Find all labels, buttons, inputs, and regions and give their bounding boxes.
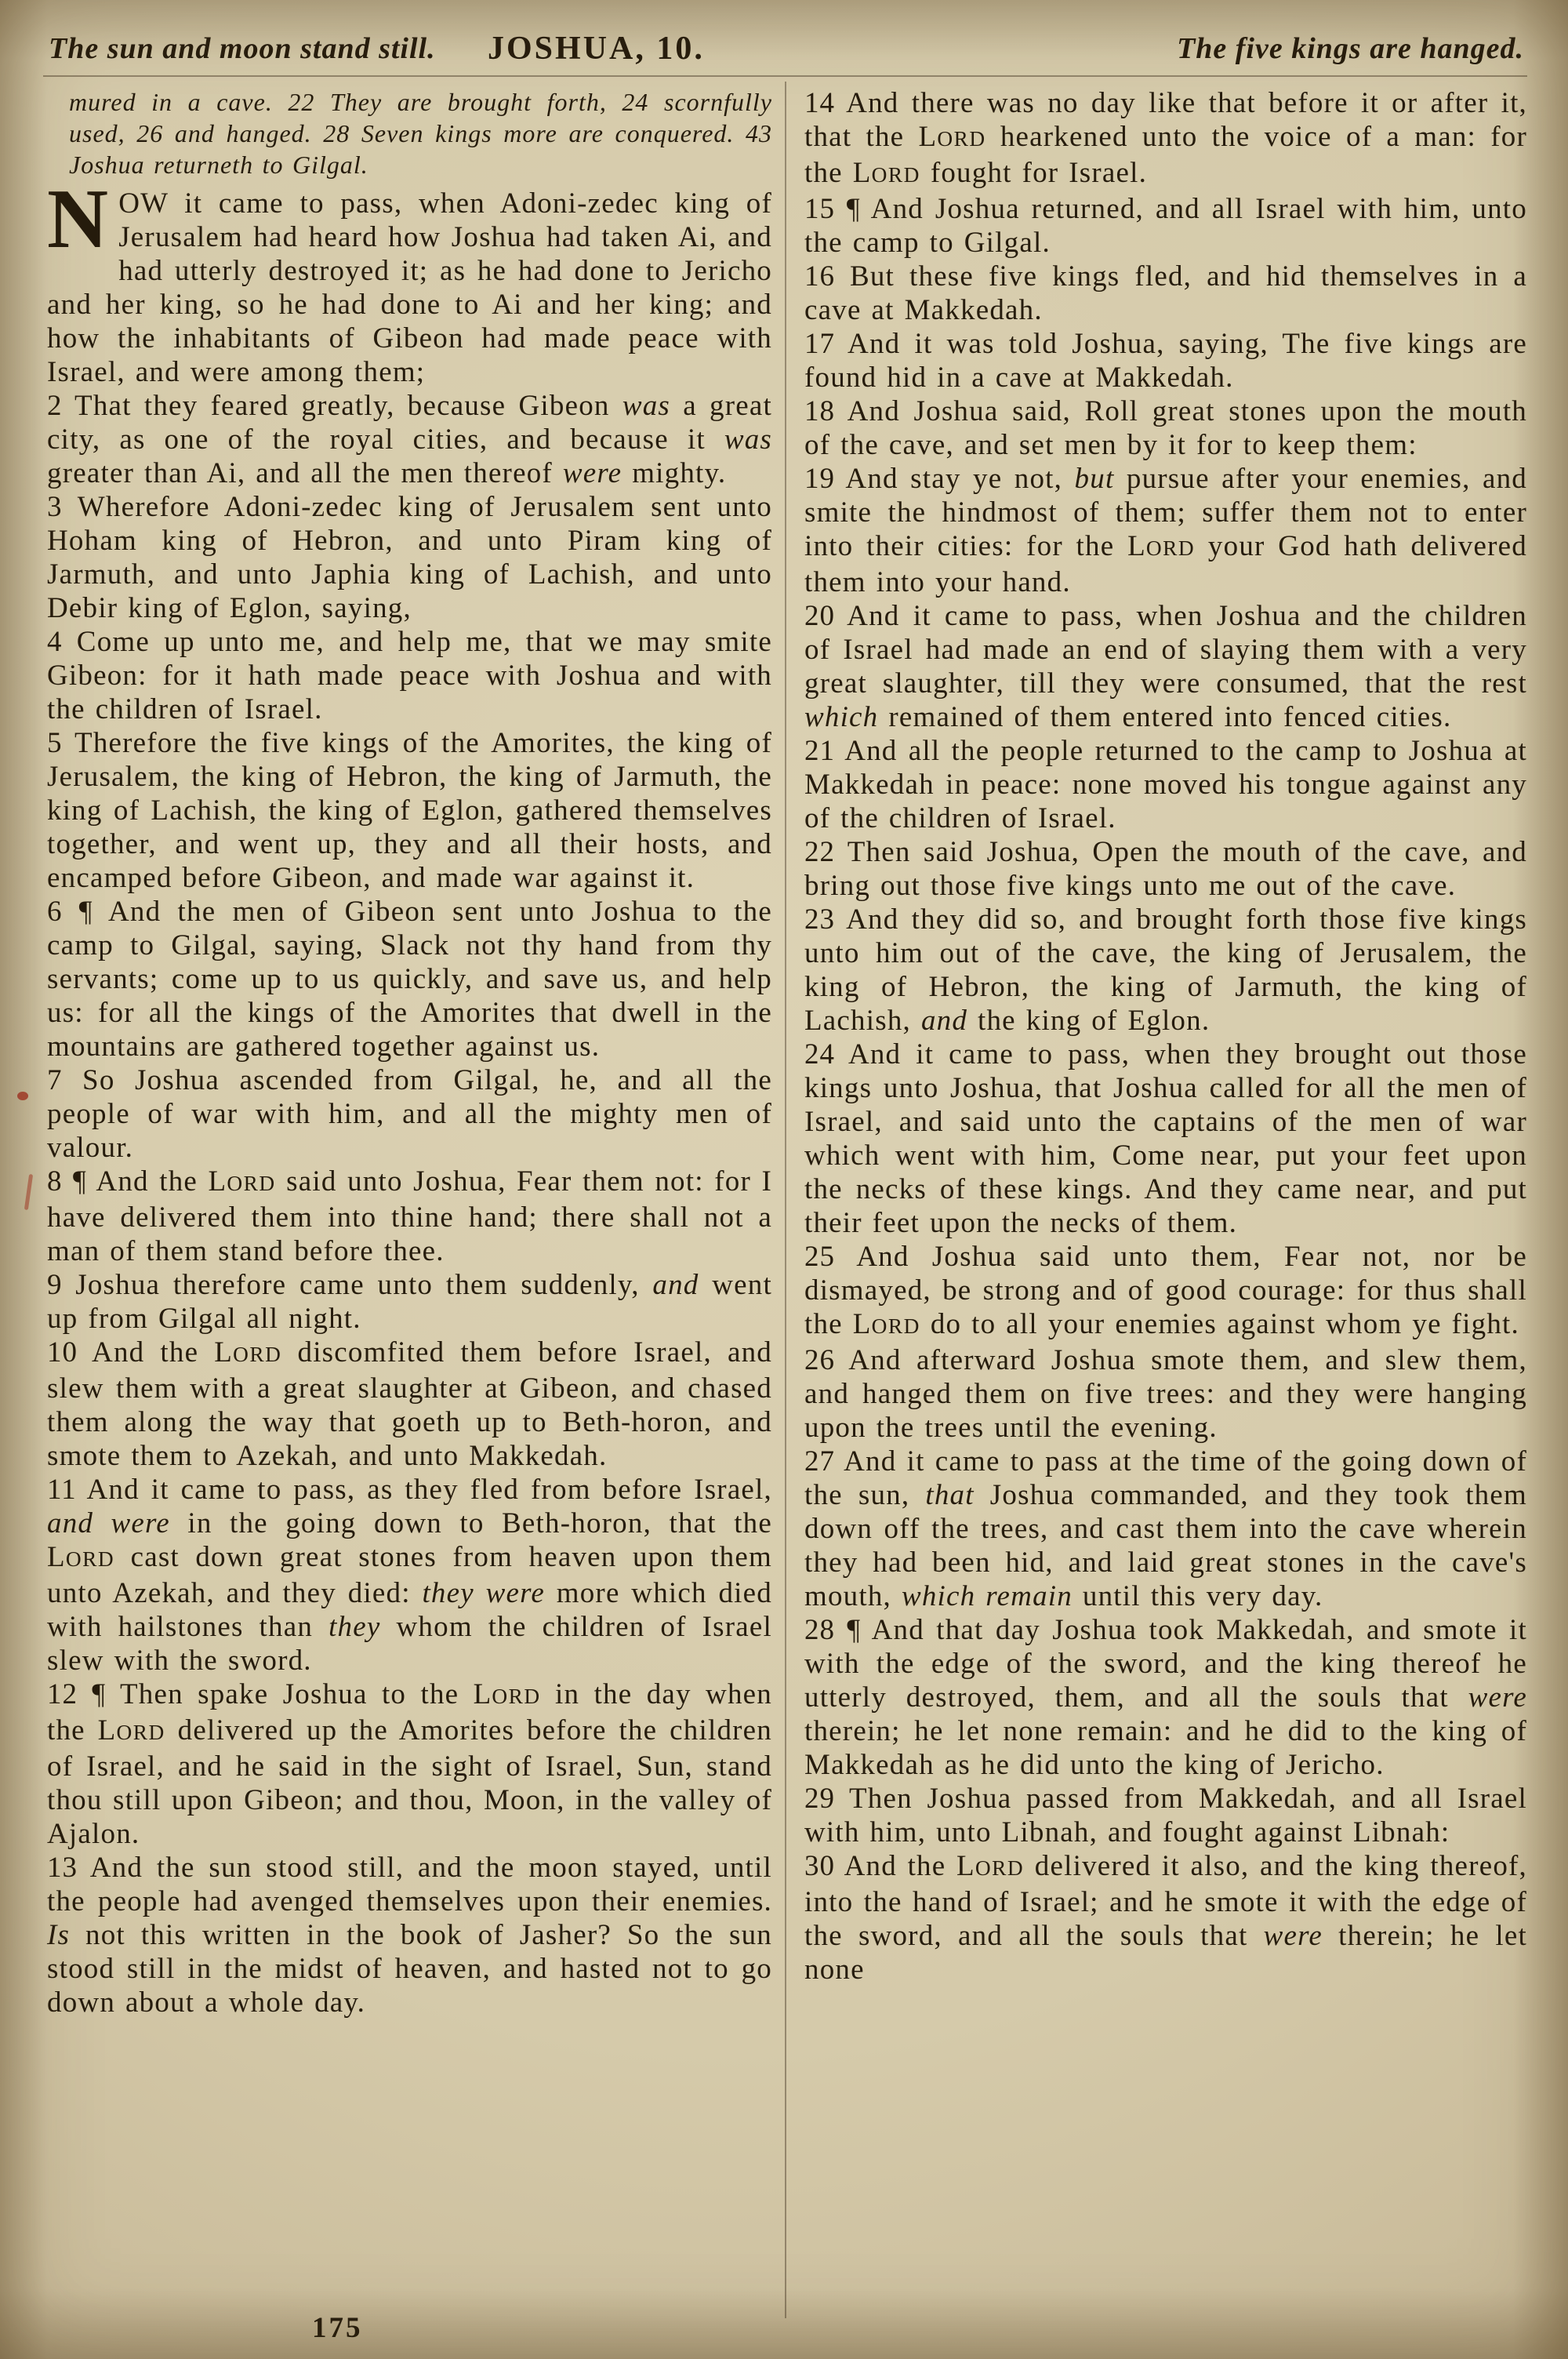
verse-number: 11	[47, 1474, 77, 1506]
running-head-title: JOSHUA, 10.	[488, 31, 705, 67]
verse-number: 19	[804, 463, 835, 495]
verse-number: 5	[47, 727, 63, 759]
verse-number: 26	[804, 1344, 835, 1376]
verse-10: 10 And the LORD discomfited them before Israel, and slew them with a great slaughter at Gibeon, and chased them along the way that goeth up to Beth-horon, and smote them to Azekah, and unto Makkedah.	[47, 1336, 772, 1472]
verse-1: NOW it came to pass, when Adoni-zedec king of Jerusalem had heard how Joshua had taken Ai, and had utterly destroyed it; as he had done to Jericho and her king, so he had done to Ai and her king; and how the inhabitants of Gibeon had made peace with Israel, and were among them;	[47, 173, 772, 388]
verse-24: 24 And it came to pass, when they brought out those kings unto Joshua, that Joshua called for all the men of Israel, and said unto the captains of the men of war which went with him, Come near, put your feet upon the necks of these kings. And they came near, and put their feet upon the necks of them.	[804, 1038, 1527, 1239]
chapter-summary: mured in a cave. 22 They are brought forth, 24 scornfully used, 26 and hanged. 28 Seven kings more are conquered. 43 Joshua returneth to Gilgal.	[69, 88, 772, 179]
verse-number: 13	[47, 1852, 78, 1884]
verse-9: 9 Joshua therefore came unto them suddenly, and went up from Gilgal all night.	[47, 1269, 772, 1335]
verse-15: 15 ¶ And Joshua returned, and all Israel with him, unto the camp to Gilgal.	[804, 193, 1527, 259]
verse-number: 9	[47, 1269, 63, 1301]
red-ink-mark	[24, 1174, 33, 1210]
verse-25: 25 And Joshua said unto them, Fear not, nor be dismayed, be strong and of good courage: for thus shall the LORD do to all your enemies against whom ye fight.	[804, 1241, 1527, 1340]
verse-number: 4	[47, 626, 63, 658]
verse-30: 30 And the LORD delivered it also, and the king thereof, into the hand of Israel; and he smote it with the edge of the sword, and all the souls that were therein; he let none	[804, 1850, 1527, 1986]
verse-28: 28 ¶ And that day Joshua took Makkedah, and smote it with the edge of the sword, and the king thereof he utterly destroyed, them, and all the souls that were therein; he let none remain: and he did to the king of Makkedah as he did unto the king of Jericho.	[804, 1614, 1527, 1781]
verse-number: 23	[804, 903, 835, 936]
verse-12: 12 ¶ Then spake Joshua to the LORD in the day when the LORD delivered up the Amorites before the children of Israel, and he said in the sight of Israel, Sun, stand thou still upon Gibeon; and thou, Moon, in the valley of Ajalon.	[47, 1678, 772, 1850]
red-ink-speck	[17, 1092, 28, 1100]
verse-number: 21	[804, 735, 835, 767]
verse-number: 28	[804, 1614, 835, 1646]
verse-number: 10	[47, 1336, 78, 1369]
verse-number: 18	[804, 395, 835, 427]
drop-cap: N	[47, 173, 110, 266]
verse-number: 27	[804, 1445, 835, 1478]
verse-17: 17 And it was told Joshua, saying, The five kings are found hid in a cave at Makkedah.	[804, 328, 1527, 394]
verse-number: 3	[47, 491, 63, 523]
page-number: 175	[312, 2312, 363, 2344]
verse-number: 17	[804, 328, 835, 360]
column-divider	[785, 82, 786, 2318]
verse-number: 7	[47, 1064, 63, 1096]
verse-19: 19 And stay ye not, but pursue after your enemies, and smite the hindmost of them; suffer them not to enter into their cities: for the LORD your God hath delivered them into your hand.	[804, 463, 1527, 598]
verse-23: 23 And they did so, and brought forth those five kings unto him out of the cave, the king of Jerusalem, the king of Hebron, the king of Jarmuth, the king of Lachish, and the king of Eglon.	[804, 903, 1527, 1037]
verse-7: 7 So Joshua ascended from Gilgal, he, and all the people of war with him, and all the mighty men of valour.	[47, 1064, 772, 1164]
verse-6: 6 ¶ And the men of Gibeon sent unto Joshua to the camp to Gilgal, saying, Slack not thy hand from thy servants; come up to us quickly, and save us, and help us: for all the kings of the Amorites that dwell in the mountains are gathered together against us.	[47, 896, 772, 1063]
verse-26: 26 And afterward Joshua smote them, and slew them, and hanged them on five trees: and they were hanging upon the trees until the evening.	[804, 1344, 1527, 1444]
text-column-right	[804, 86, 1527, 1986]
verse-21: 21 And all the people returned to the camp to Joshua at Makkedah in peace: none moved his tongue against any of the children of Israel.	[804, 735, 1527, 834]
verse-number: 2	[47, 390, 63, 422]
verse-27: 27 And it came to pass at the time of the going down of the sun, that Joshua commanded, and they took them down off the trees, and cast them into the cave wherein they had been hid, and laid great stones in the cave's mouth, which remain until this very day.	[804, 1445, 1527, 1612]
verse-number: 16	[804, 260, 835, 293]
verse-number: 25	[804, 1241, 835, 1273]
verse-number: 30	[804, 1850, 835, 1882]
verse-number: 24	[804, 1038, 835, 1070]
text-column-left	[47, 86, 772, 2019]
verse-number: 14	[804, 87, 835, 119]
verse-4: 4 Come up unto me, and help me, that we may smite Gibeon: for it hath made peace with Joshua and with the children of Israel.	[47, 626, 772, 725]
verse-22: 22 Then said Joshua, Open the mouth of the cave, and bring out those five kings unto me out of the cave.	[804, 836, 1527, 902]
header-rule	[43, 75, 1527, 77]
verse-29: 29 Then Joshua passed from Makkedah, and all Israel with him, unto Libnah, and fought against Libnah:	[804, 1783, 1527, 1848]
verse-14: 14 And there was no day like that before it or after it, that the LORD hearkened unto the voice of a man: for the LORD fought for Israel.	[804, 87, 1527, 189]
verse-number: 15	[804, 193, 835, 225]
verse-number: 6	[47, 896, 63, 928]
verse-2: 2 That they feared greatly, because Gibeon was a great city, as one of the royal cities, and because it was greater than Ai, and all the men thereof were mighty.	[47, 390, 773, 489]
verse-number: 8	[47, 1165, 63, 1198]
verse-16: 16 But these five kings fled, and hid themselves in a cave at Makkedah.	[804, 260, 1527, 326]
verse-number: 20	[804, 600, 835, 632]
verse-5: 5 Therefore the five kings of the Amorites, the king of Jerusalem, the king of Hebron, the king of Jarmuth, the king of Lachish, the king of Eglon, gathered themselves together, and went up, they and all their hosts, and encamped before Gibeon, and made war against it.	[47, 727, 772, 894]
verse-13: 13 And the sun stood still, and the moon stayed, until the people had avenged themselves upon their enemies. Is not this written in the book of Jasher? So the sun stood still in the midst of heaven, and hasted not to go down about a whole day.	[47, 1852, 772, 2019]
verse-11: 11 And it came to pass, as they fled from before Israel, and were in the going down to Beth-horon, that the LORD cast down great stones from heaven upon them unto Azekah, and they died: they were more which died with hailstones than they whom the children of Israel slew with the sword.	[47, 1474, 772, 1677]
verse-number: 29	[804, 1783, 835, 1815]
verse-20: 20 And it came to pass, when Joshua and the children of Israel had made an end of slaying them with a very great slaughter, till they were consumed, that the rest which remained of them entered into fenced cities.	[804, 600, 1527, 733]
verse-18: 18 And Joshua said, Roll great stones upon the mouth of the cave, and set men by it for to keep them:	[804, 395, 1527, 461]
verse-number: 12	[47, 1678, 78, 1710]
running-head-right: The five kings are hanged.	[1177, 32, 1524, 65]
running-head-left: The sun and moon stand still.	[49, 32, 436, 65]
verse-number: 22	[804, 836, 835, 868]
verse-3: 3 Wherefore Adoni-zedec king of Jerusalem sent unto Hoham king of Hebron, and unto Piram king of Jarmuth, and unto Japhia king of Lachish, and unto Debir king of Eglon, saying,	[47, 491, 772, 624]
verse-8: 8 ¶ And the LORD said unto Joshua, Fear them not: for I have delivered them into thine hand; there shall not a man of them stand before thee.	[47, 1165, 772, 1267]
